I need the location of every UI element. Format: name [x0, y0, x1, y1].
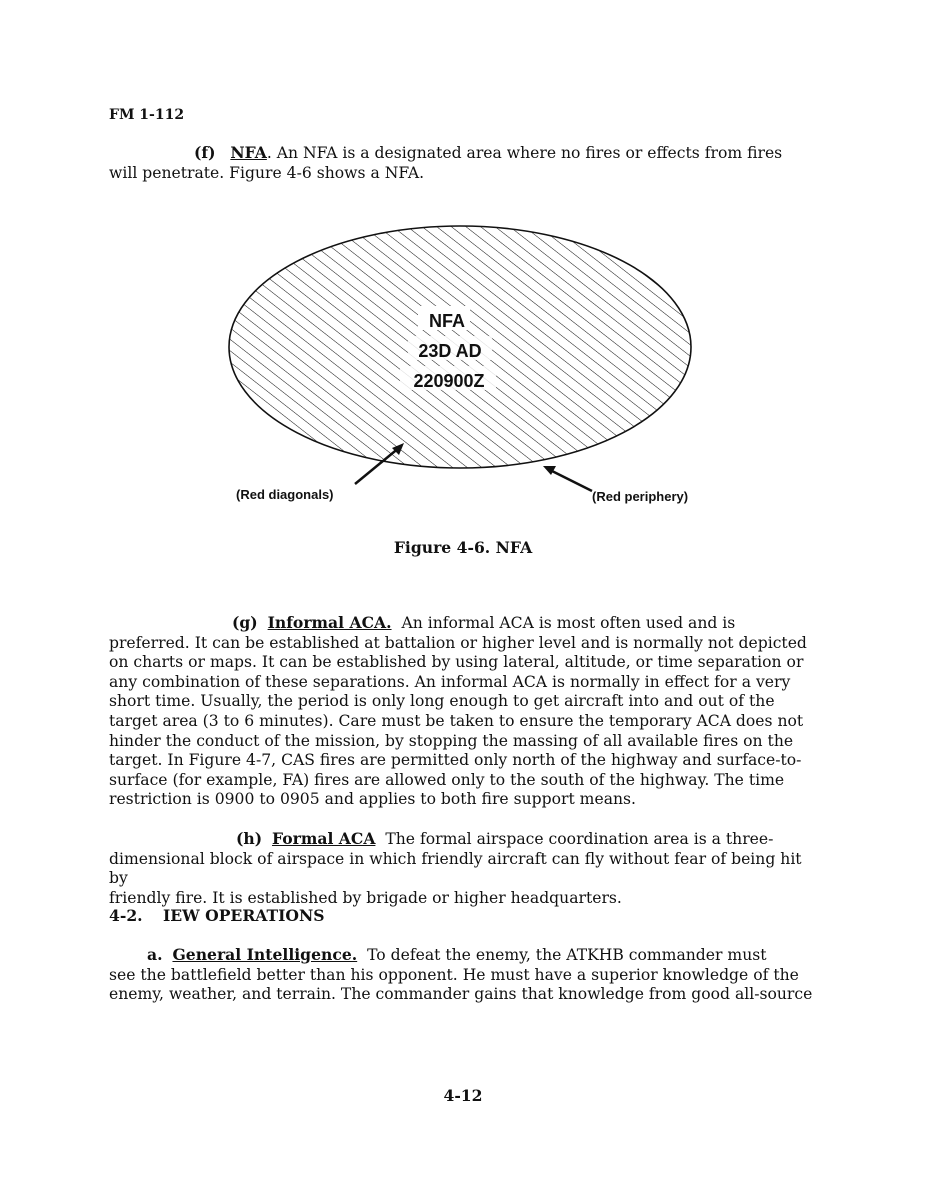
nfa-label-unit: 23D AD [418, 341, 482, 361]
paragraph-a-text-2: enemy, weather, and terrain. The commander gains that knowledge from good all-source [109, 985, 813, 1004]
paragraph-g-title: Informal ACA. [267, 613, 392, 632]
paragraph-h [109, 829, 821, 908]
paragraph-f-title: NFA [230, 143, 267, 162]
paragraph-g-text-1: preferred. It can be established at battalion or higher level and is normally not depicted [109, 633, 807, 652]
paragraph-a-text-1: see the battlefield better than his opponent. He must have a superior knowledge of the [109, 965, 799, 984]
paragraph-h-marker: (h) [236, 829, 263, 848]
paragraph-h-text-0: The formal airspace coordination area is a three- [385, 830, 774, 848]
paragraph-g-text-3: any combination of these separations. An informal ACA is normally in effect for a very [109, 672, 791, 691]
paragraph-g-text-5: target area (3 to 6 minutes). Care must be taken to ensure the temporary ACA does not [109, 711, 804, 730]
paragraph-h-title: Formal ACA [272, 829, 376, 848]
paragraph-a-marker: a. [147, 945, 163, 964]
figure-caption: Figure 4-6. NFA [393, 538, 533, 557]
paragraph-g-line-1 [109, 613, 821, 634]
paragraph-a-text-0: To defeat the enemy, the ATKHB commander must [367, 946, 767, 964]
periphery-arrow-head [543, 466, 556, 475]
paragraph-f-text-2: will penetrate. Figure 4-6 shows a NFA. [109, 163, 425, 182]
paragraph-g-text-4: short time. Usually, the period is only long enough to get aircraft into and out of the [109, 692, 775, 711]
paragraph-f-marker: (f) [194, 143, 216, 162]
paragraph-g-text-0: An informal ACA is most often used and is [401, 614, 736, 632]
section-heading [109, 906, 325, 925]
callout-red-periphery: (Red periphery) [592, 489, 689, 504]
callout-red-diagonals: (Red diagonals) [236, 487, 334, 502]
nfa-figure [0, 0, 926, 530]
paragraph-g-text-7: target. In Figure 4-7, CAS fires are permitted only north of the highway and surface-to- [109, 751, 802, 770]
nfa-label-type: NFA [429, 311, 465, 331]
paragraph-g [109, 613, 821, 810]
page-number: 4-12 [443, 1086, 483, 1105]
paragraph-a-line-1 [109, 945, 821, 966]
paragraph-h-text-2: friendly fire. It is established by brigade or higher headquarters. [109, 888, 622, 907]
paragraph-a [109, 945, 821, 1005]
paragraph-h-text-1: dimensional block of airspace in which friendly aircraft can fly without fear of being hit by [109, 849, 802, 888]
paragraph-a-title: General Intelligence. [172, 945, 358, 964]
paragraph-g-text-8: surface (for example, FA) fires are allowed only to the south of the highway. The time [109, 770, 785, 789]
paragraph-h-line-1 [109, 829, 821, 850]
paragraph-g-text-6: hinder the conduct of the mission, by stopping the massing of all available fires on the [109, 731, 794, 750]
section-number: 4-2. [109, 906, 143, 925]
manual-header: FM 1-112 [109, 107, 185, 123]
nfa-label-dtg: 220900Z [413, 371, 485, 391]
paragraph-g-text-2: on charts or maps. It can be established by using lateral, altitude, or time separation or [109, 653, 804, 672]
paragraph-g-text-9: restriction is 0900 to 0905 and applies to both fire support means. [109, 790, 636, 809]
periphery-arrow-shaft [550, 470, 592, 491]
paragraph-f-text-1: . An NFA is a designated area where no fires or effects from fires [266, 144, 783, 162]
paragraph-g-marker: (g) [232, 613, 258, 632]
section-title: IEW OPERATIONS [163, 906, 325, 925]
